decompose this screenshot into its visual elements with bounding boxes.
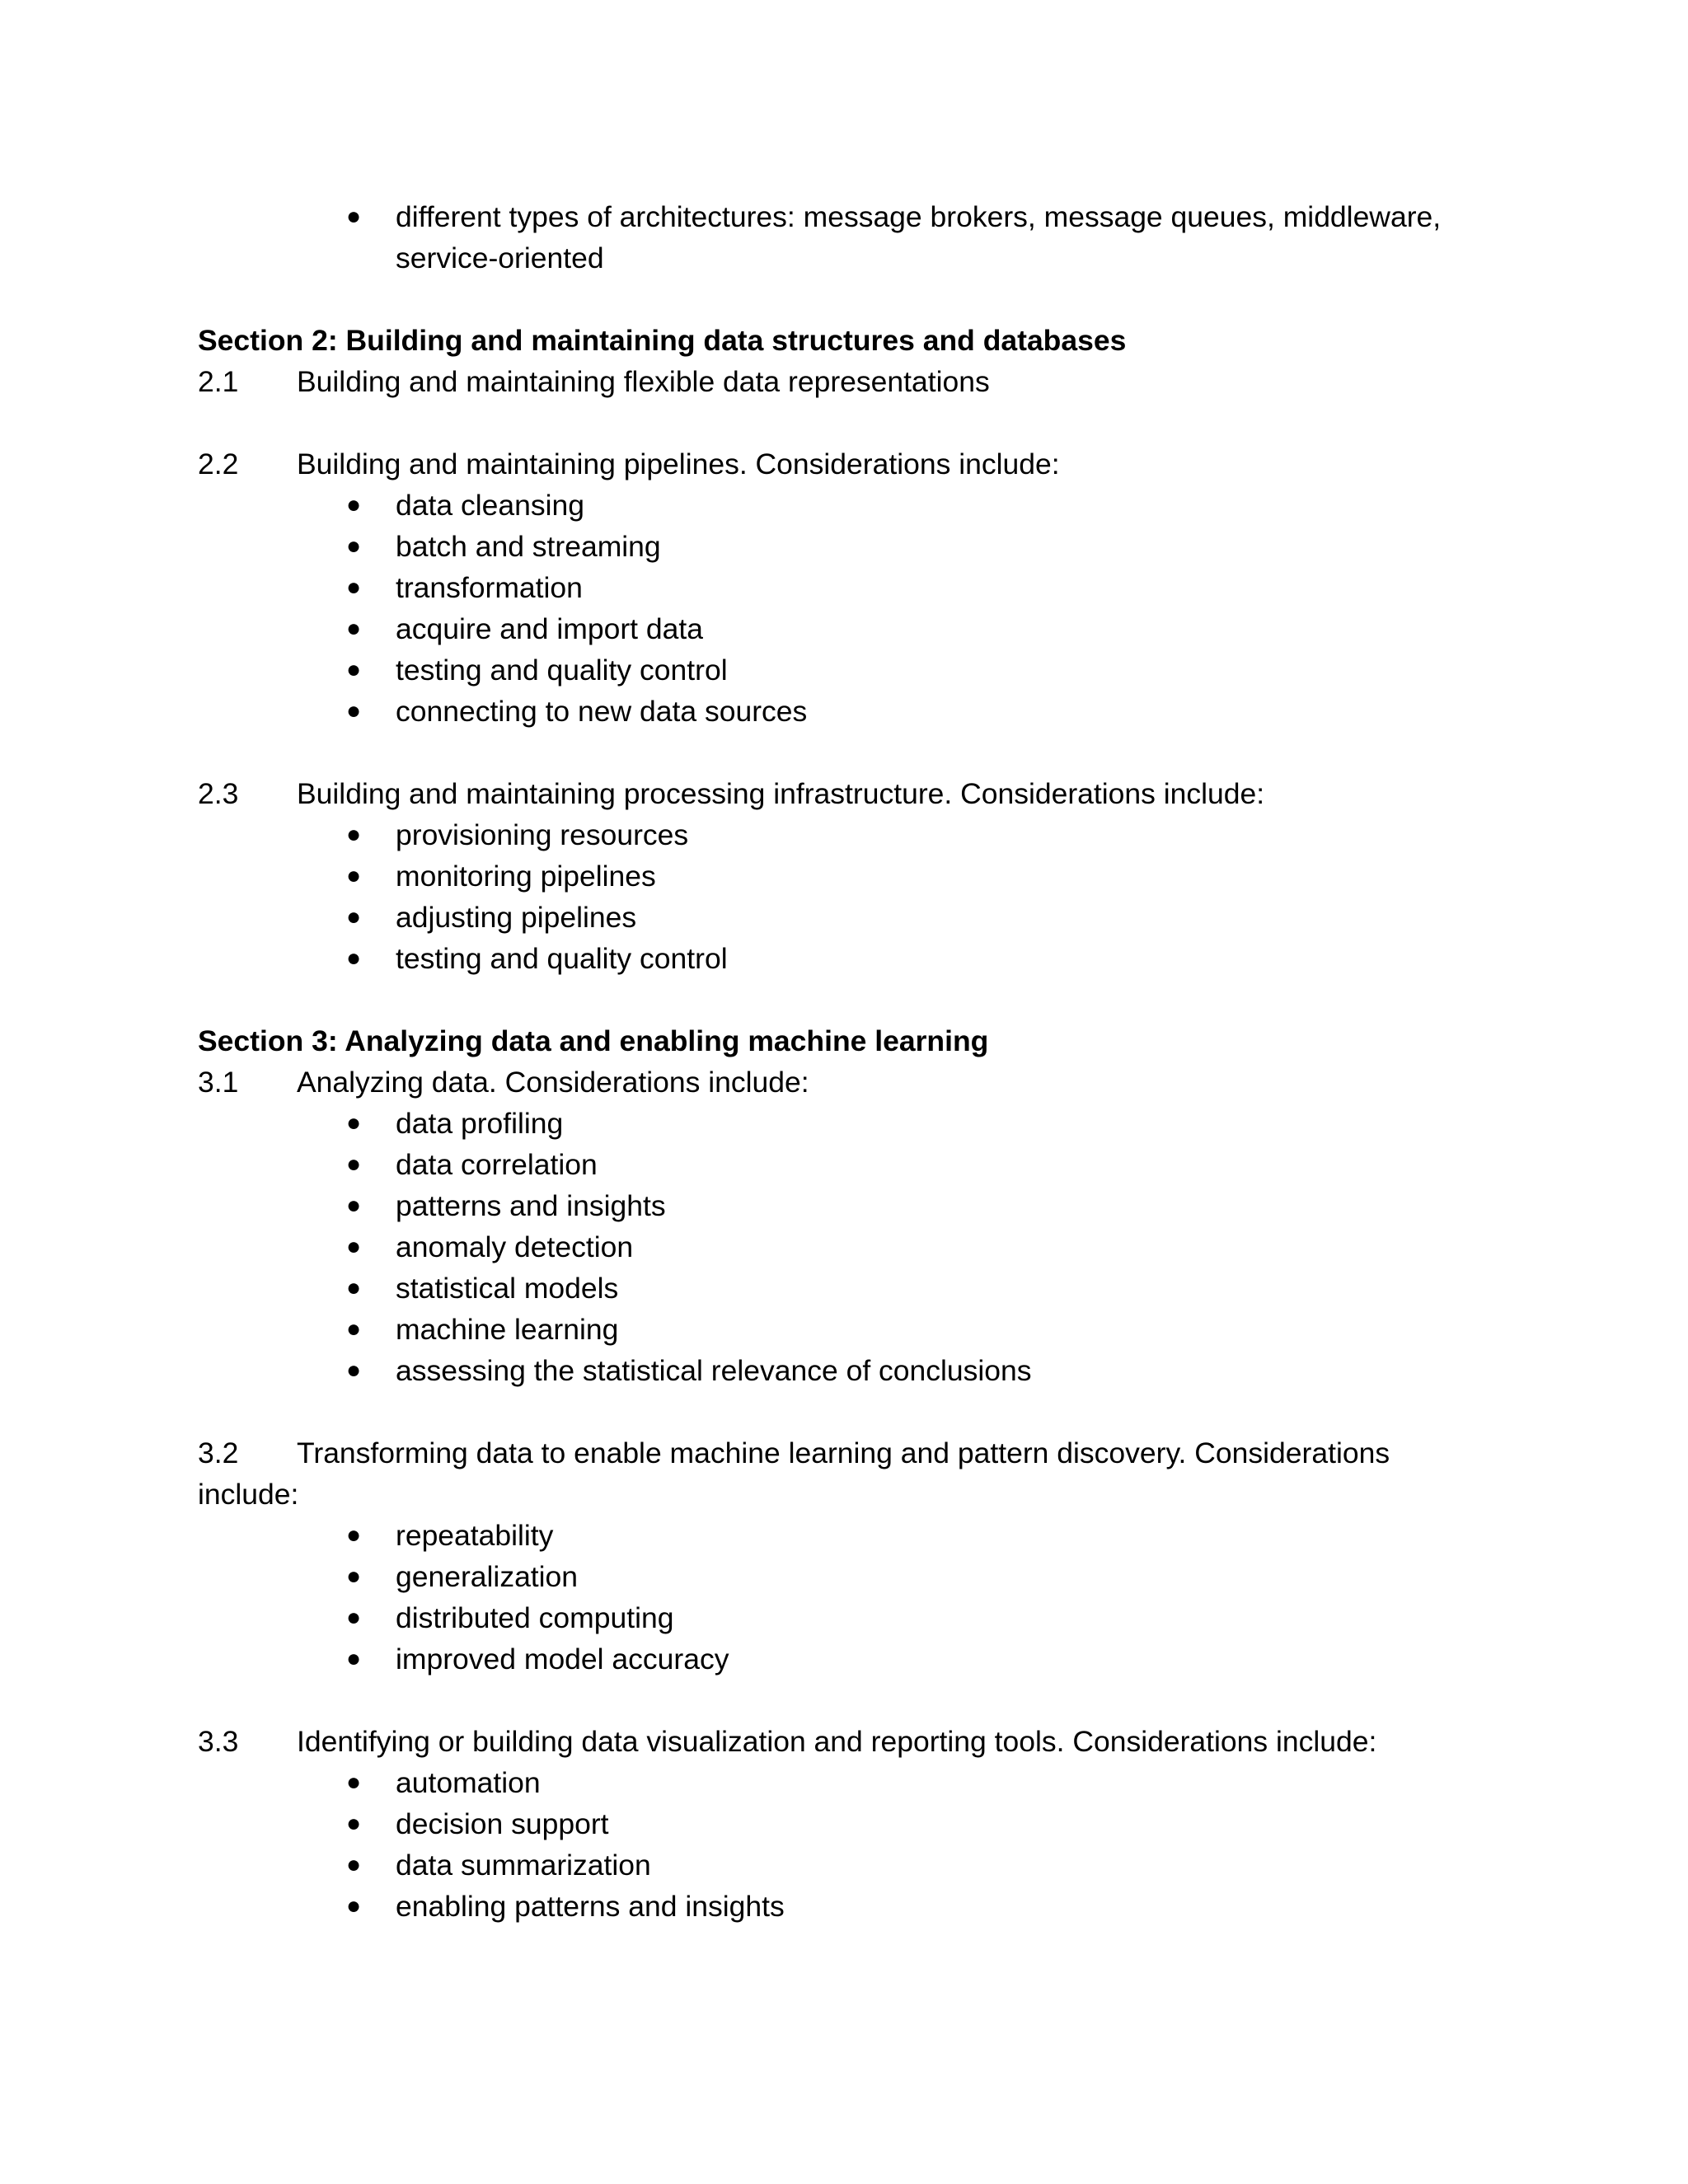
bullet-icon: ● [346, 1274, 362, 1301]
list-item [346, 1309, 1492, 1350]
list-item [346, 1762, 1492, 1803]
bullet-icon: ● [346, 1769, 362, 1796]
item-text: Building and maintaining flexible data representations [297, 365, 990, 398]
bullet-icon: ● [346, 656, 362, 683]
item-2-3 [198, 773, 1492, 814]
list-item [346, 1638, 1492, 1680]
bullet-icon: ● [346, 697, 362, 724]
bullet-text-line-2: service-oriented [396, 241, 604, 274]
item-text: Analyzing data. Considerations include: [297, 1066, 809, 1099]
list-item [346, 814, 1492, 855]
bullet-text: batch and streaming [396, 530, 661, 563]
list-item [346, 1144, 1492, 1185]
bullet-icon: ● [346, 1151, 362, 1178]
bullet-text: data cleansing [396, 489, 584, 522]
item-3-1 [198, 1062, 1492, 1103]
list-item [346, 526, 1492, 567]
bullet-text: data profiling [396, 1107, 564, 1140]
bullet-icon: ● [346, 1892, 362, 1919]
bullet-icon: ● [346, 1810, 362, 1837]
item-text: Identifying or building data visualization and reporting tools. Considerations include: [297, 1725, 1377, 1758]
item-number: 3.1 [198, 1066, 239, 1099]
bullet-text: acquire and import data [396, 612, 703, 645]
spacer [198, 402, 1492, 443]
bullet-icon: ● [346, 1315, 362, 1343]
spacer [198, 279, 1492, 320]
list-item [346, 1268, 1492, 1309]
item-3-1-bullet-list [198, 1103, 1492, 1391]
bullet-text: transformation [396, 571, 583, 604]
item-number: 3.3 [198, 1725, 239, 1758]
bullet-text: testing and quality control [396, 942, 728, 975]
bullet-text: data correlation [396, 1148, 598, 1181]
bullet-text: machine learning [396, 1313, 619, 1346]
bullet-icon: ● [346, 1521, 362, 1549]
list-item [346, 1886, 1492, 1927]
document-content [198, 196, 1492, 1927]
spacer [198, 1680, 1492, 1721]
spacer [198, 1391, 1492, 1432]
bullet-icon: ● [346, 1233, 362, 1260]
item-number: 2.3 [198, 777, 239, 810]
bullet-text: data summarization [396, 1849, 651, 1882]
bullet-text: adjusting pipelines [396, 901, 637, 934]
list-item [346, 1556, 1492, 1597]
bullet-icon: ● [346, 1645, 362, 1672]
item-3-3-bullet-list [198, 1762, 1492, 1927]
list-item [346, 1803, 1492, 1844]
list-item [346, 485, 1492, 526]
list-item [346, 855, 1492, 897]
list-item [346, 1103, 1492, 1144]
bullet-icon: ● [346, 1192, 362, 1219]
bullet-text: testing and quality control [396, 654, 728, 687]
bullet-text: repeatability [396, 1519, 554, 1552]
section-3-heading: Section 3: Analyzing data and enabling machine learning [198, 1024, 989, 1057]
bullet-text-line-1: different types of architectures: message brokers, message queues, middleware, [396, 200, 1442, 233]
list-item [346, 608, 1492, 649]
bullet-icon: ● [346, 821, 362, 848]
bullet-icon: ● [346, 1604, 362, 1631]
spacer [198, 979, 1492, 1020]
bullet-text: distributed computing [396, 1601, 674, 1634]
list-item [346, 1185, 1492, 1226]
bullet-text: patterns and insights [396, 1189, 666, 1222]
list-item [346, 691, 1492, 732]
bullet-text: statistical models [396, 1272, 619, 1305]
bullet-text: connecting to new data sources [396, 695, 808, 728]
bullet-text: decision support [396, 1807, 609, 1840]
list-item [346, 897, 1492, 938]
bullet-icon: ● [346, 944, 362, 972]
item-text: Building and maintaining pipelines. Considerations include: [297, 448, 1060, 480]
list-item [346, 1515, 1492, 1556]
bullet-icon: ● [346, 1563, 362, 1590]
bullet-text: automation [396, 1766, 541, 1799]
list-item [346, 649, 1492, 691]
bullet-icon: ● [346, 532, 362, 560]
list-item [346, 1844, 1492, 1886]
list-item [346, 1226, 1492, 1268]
item-2-2 [198, 443, 1492, 485]
bullet-icon: ● [346, 862, 362, 889]
bullet-icon: ● [346, 1109, 362, 1137]
item-text: Building and maintaining processing infrastructure. Considerations include: [297, 777, 1265, 810]
item-3-2 [198, 1432, 1492, 1474]
item-number: 2.2 [198, 448, 239, 480]
section-2-heading: Section 2: Building and maintaining data structures and databases [198, 324, 1127, 357]
bullet-icon: ● [346, 574, 362, 601]
item-2-3-bullet-list [198, 814, 1492, 979]
bullet-text: improved model accuracy [396, 1643, 729, 1675]
bullet-icon: ● [346, 491, 362, 518]
item-3-3 [198, 1721, 1492, 1762]
bullet-text: anomaly detection [396, 1230, 634, 1263]
list-item [346, 938, 1492, 979]
bullet-text: monitoring pipelines [396, 860, 656, 893]
item-2-1 [198, 361, 1492, 402]
item-text: Transforming data to enable machine learning and pattern discovery. Considerations [297, 1436, 1390, 1469]
item-3-2-bullet-list [198, 1515, 1492, 1680]
bullet-text: generalization [396, 1560, 579, 1593]
spacer [198, 732, 1492, 773]
intro-bullet-list [198, 196, 1492, 279]
list-item [346, 1597, 1492, 1638]
bullet-text: enabling patterns and insights [396, 1890, 785, 1923]
list-item [346, 567, 1492, 608]
item-number: 2.1 [198, 365, 239, 398]
item-number: 3.2 [198, 1436, 239, 1469]
bullet-icon: ● [346, 903, 362, 930]
list-item [346, 196, 1492, 279]
bullet-text: assessing the statistical relevance of conclusions [396, 1354, 1032, 1387]
bullet-icon: ● [346, 203, 362, 230]
bullet-icon: ● [346, 1851, 362, 1878]
list-item [346, 1350, 1492, 1391]
item-3-2-wrap: include: [198, 1478, 299, 1511]
bullet-text: provisioning resources [396, 818, 689, 851]
bullet-icon: ● [346, 615, 362, 642]
item-2-2-bullet-list [198, 485, 1492, 732]
bullet-icon: ● [346, 1357, 362, 1384]
